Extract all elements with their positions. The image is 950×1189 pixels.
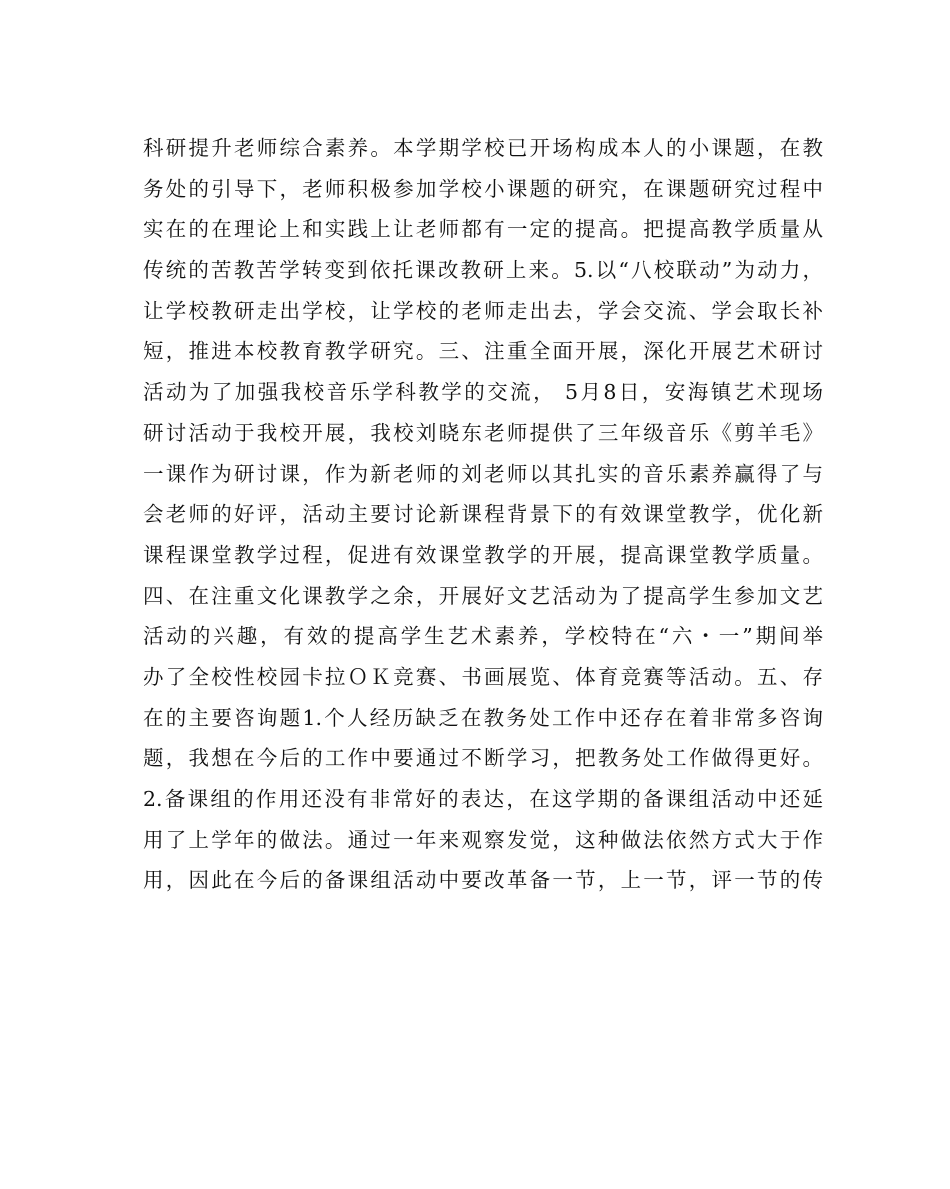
text-line: 课程课堂教学过程，促进有效课堂教学的开展，提高课堂教学质量。 — [143, 542, 823, 567]
text-line: 用，因此在今后的备课组活动中要改革备一节，上一节，评一节的传 — [143, 868, 823, 893]
text-line: 题，我想在今后的工作中要通过不断学习，把教务处工作做得更好。 — [143, 746, 823, 771]
text-line: 2.备课组的作用还没有非常好的表达，在这学期的备课组活动中还延 — [143, 787, 823, 811]
text-line: 活动为了加强我校音乐学科教学的交流， 5月8日，安海镇艺术现场 — [143, 380, 823, 405]
text-line: 四、在注重文化课教学之余，开展好文艺活动为了提高学生参加文艺 — [143, 583, 823, 608]
text-line: 传统的苦教苦学转变到依托课改教研上来。5.以“八校联动”为动力， — [143, 258, 823, 283]
text-line: 用了上学年的做法。通过一年来观察发觉，这种做法依然方式大于作 — [143, 827, 823, 852]
text-line: 让学校教研走出学校，让学校的老师走出去，学会交流、学会取长补 — [143, 298, 823, 323]
text-line: 短，推进本校教育教学研究。三、注重全面开展，深化开展艺术研讨 — [143, 339, 823, 364]
text-line: 一课作为研讨课，作为新老师的刘老师以其扎实的音乐素养赢得了与 — [143, 461, 823, 486]
body-text — [143, 128, 823, 901]
text-line: 活动的兴趣，有效的提高学生艺术素养，学校特在“六・一”期间举 — [143, 624, 823, 649]
text-line: 务处的引导下，老师积极参加学校小课题的研究，在课题研究过程中 — [143, 176, 823, 201]
text-line: 研讨活动于我校开展，我校刘晓东老师提供了三年级音乐《剪羊毛》 — [143, 420, 823, 445]
text-line: 办了全校性校园卡拉ＯＫ竞赛、书画展览、体育竞赛等活动。五、存 — [143, 664, 823, 689]
text-line: 科研提升老师综合素养。本学期学校已开场构成本人的小课题，在教 — [143, 136, 823, 160]
text-line: 实在的在理论上和实践上让老师都有一定的提高。把提高教学质量从 — [143, 217, 823, 242]
text-line: 在的主要咨询题1.个人经历缺乏在教务处工作中还存在着非常多咨询 — [143, 705, 823, 730]
text-line: 会老师的好评，活动主要讨论新课程背景下的有效课堂教学，优化新 — [143, 502, 823, 527]
